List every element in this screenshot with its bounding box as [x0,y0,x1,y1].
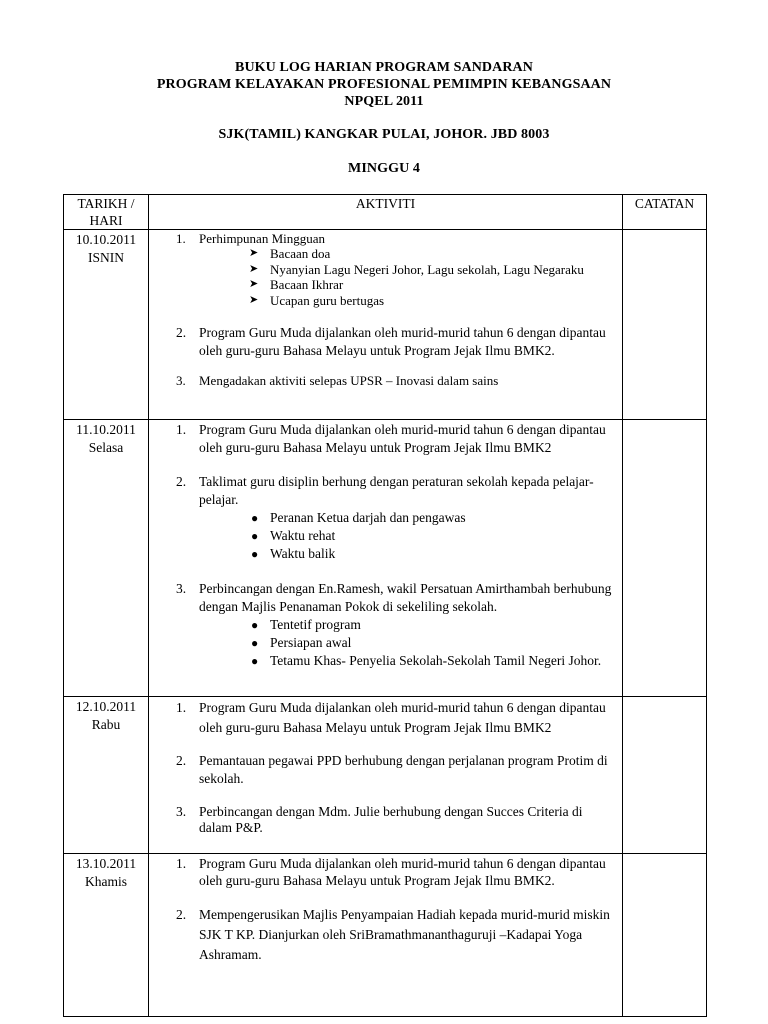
dot-bullet-icon: ● [251,654,259,668]
sub-list-item: ● Persiapan awal [251,635,352,650]
sub-list [199,509,616,563]
item-number: 2. [176,753,187,768]
sub-list-item: ● Waktu rehat [251,528,336,543]
notes-cell [623,854,707,1017]
header-title-line3: NPQEL 2011 [344,94,424,109]
date-cell [64,420,149,697]
table-header-row [64,195,707,230]
activity-cell [149,854,623,1017]
item-text: Perhimpunan Mingguan [199,231,326,246]
notes-cell [623,230,707,420]
dot-bullet-icon: ● [251,511,259,525]
date-cell [64,854,149,1017]
list-item [149,804,616,836]
item-text: Pemantauan pegawai PPD berhubung dengan perjalanan program Protim di sekolah. [199,753,608,786]
row-day: Rabu [91,717,121,732]
date-cell [64,697,149,854]
header-title-line2: PROGRAM KELAYAKAN PROFESIONAL PEMIMPIN KEBANGSAAN [156,77,612,92]
col-header-date [64,195,149,230]
list-item [149,324,616,360]
item-text: Mengadakan aktiviti selepas UPSR – Inovasi dalam sains [199,373,499,388]
row-day: Selasa [88,440,124,455]
list-item [149,855,616,889]
col-header-date-line2: HARI [89,213,123,228]
table-row [64,854,707,1017]
activity-list [149,231,616,389]
sub-list [199,616,616,670]
activity-cell [149,420,623,697]
activity-list [149,421,616,670]
table-row [64,420,707,697]
sub-list-item: ● Tetamu Khas- Penyelia Sekolah-Sekolah Tamil Negeri Johor. [251,653,602,668]
list-item [149,373,616,389]
item-number: 3. [176,804,187,819]
row-date: 11.10.2011 [76,422,136,437]
col-header-date-line1: TARIKH / [77,196,135,211]
dot-bullet-icon: ● [251,636,259,650]
item-number: 2. [176,325,187,340]
sub-list [199,246,616,308]
list-item [149,752,616,788]
dot-bullet-icon: ● [251,547,259,561]
item-text: Mempengerusikan Majlis Penyampaian Hadiah kepada murid-murid miskin SJK T KP. Dianjurkan oleh SriBramathmananthaguruji –Kadapai Yoga Ashramam. [199,907,610,962]
col-header-activity: AKTIVITI [149,195,623,230]
sub-list-item: ● Tentetif program [251,617,361,632]
sub-list-item: ➤ Ucapan guru bertugas [249,292,385,308]
row-date: 10.10.2011 [75,232,137,247]
list-item [149,473,616,563]
item-number: 3. [176,581,187,596]
date-cell [64,230,149,420]
item-text: Program Guru Muda dijalankan oleh murid-murid tahun 6 dengan dipantau oleh guru-guru Bahasa Melayu untuk Program Jejak Ilmu BMK2 [199,422,606,455]
item-text: Taklimat guru disiplin berhung dengan peraturan sekolah kepada pelajar-pelajar. [199,474,594,507]
week-label: MINGGU 4 [348,161,420,176]
school-name: SJK(TAMIL) KANGKAR PULAI, JOHOR. JBD 8003 [218,127,550,142]
sub-list-item: ➤ Nyanyian Lagu Negeri Johor, Lagu sekolah, Lagu Negaraku [249,261,584,277]
item-number: 1. [176,700,187,715]
table-row [64,697,707,854]
item-number: 1. [176,231,186,246]
row-date: 12.10.2011 [75,699,137,714]
row-day: Khamis [85,874,127,889]
item-number: 1. [176,856,187,871]
item-text: Program Guru Muda dijalankan oleh murid-murid tahun 6 dengan dipantau oleh guru-guru Bahasa Melayu untuk Program Jejak Ilmu BMK2. [199,856,606,888]
col-header-notes: CATATAN [623,195,707,230]
list-item [149,698,616,738]
dot-bullet-icon: ● [251,529,259,543]
arrow-bullet-icon: ➤ [249,278,259,290]
item-number: 3. [176,373,186,388]
arrow-bullet-icon: ➤ [249,247,259,259]
arrow-bullet-icon: ➤ [249,293,259,306]
dot-bullet-icon: ● [251,618,259,632]
header-title-line1: BUKU LOG HARIAN PROGRAM SANDARAN [235,60,533,75]
item-text: Perbincangan dengan En.Ramesh, wakil Persatuan Amirthambah berhubung dengan Majlis Penanaman Pokok di sekeliling sekolah. [199,581,612,614]
item-text: Program Guru Muda dijalankan oleh murid-murid tahun 6 dengan dipantau oleh guru-guru Bahasa Melayu untuk Program Jejak Ilmu BMK2 [199,700,606,735]
notes-cell [623,697,707,854]
log-table [63,194,707,1017]
table-row [64,230,707,420]
notes-cell [623,420,707,697]
sub-list-item: ➤ Bacaan Ikhrar [249,277,344,292]
sub-list-item: ➤ Bacaan doa [249,246,331,261]
activity-cell [149,697,623,854]
item-number: 2. [176,907,187,922]
row-date: 13.10.2011 [75,856,137,871]
sub-list-item: ● Waktu balik [251,546,336,561]
activity-list [149,698,616,836]
item-text: Perbincangan dengan Mdm. Julie berhubung dengan Succes Criteria di dalam P&P. [199,804,583,835]
list-item [149,231,616,308]
list-item [149,905,616,965]
list-item [149,421,616,457]
arrow-bullet-icon: ➤ [249,262,259,275]
activity-cell [149,230,623,420]
item-number: 2. [176,474,187,489]
list-item [149,580,616,670]
item-number: 1. [176,422,187,437]
item-text: Program Guru Muda dijalankan oleh murid-murid tahun 6 dengan dipantau oleh guru-guru Bahasa Melayu untuk Program Jejak Ilmu BMK2. [199,325,606,358]
row-day: ISNIN [88,250,124,265]
activity-list [149,855,616,965]
sub-list-item: ● Peranan Ketua darjah dan pengawas [251,510,466,525]
